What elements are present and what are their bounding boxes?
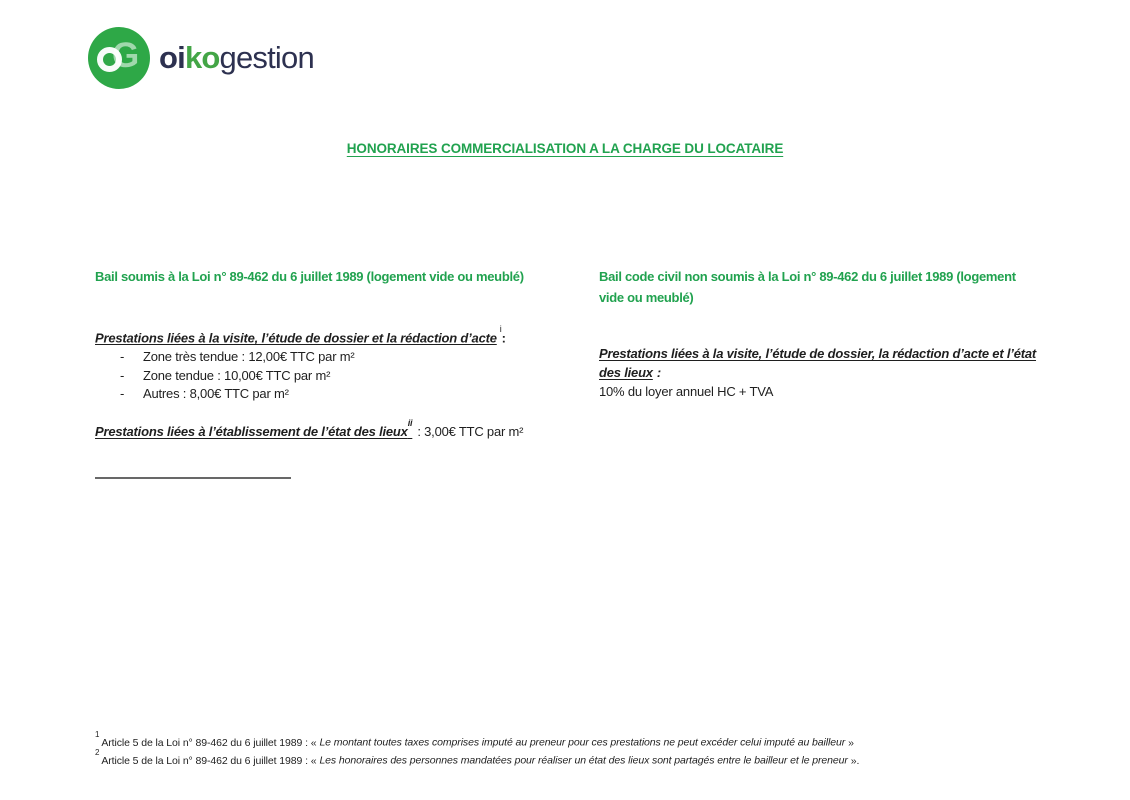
right-section1-heading-line1: Prestations liées à la visite, l’étude de dossier, la rédaction d’acte et l’état	[599, 346, 1037, 361]
left-section1-colon: :	[501, 330, 506, 346]
right-section1-value: 10% du loyer annuel HC + TVA	[599, 384, 774, 399]
dash-marker: -	[120, 349, 125, 365]
right-section1-heading	[599, 344, 1071, 382]
right-column	[599, 266, 1071, 401]
footnote-1	[95, 732, 1075, 750]
logo-g-letter: G	[112, 36, 140, 75]
fee-list	[95, 348, 563, 404]
wordmark-oi: oi	[159, 40, 185, 75]
footnote-1-marker: 1	[95, 730, 100, 739]
left-column	[95, 266, 563, 441]
footnotes	[95, 732, 1075, 768]
page-title: HONORAIRES COMMERCIALISATION A LA CHARGE DU LOCATAIRE	[346, 141, 784, 156]
footnote-ref-ii: ii	[407, 417, 413, 428]
footnote-1-quote: Le montant toutes taxes comprises imputé au preneur pour ces prestations ne peut excéder celui imputé au bailleur	[319, 736, 846, 749]
dash-marker: -	[120, 367, 125, 383]
right-header-line1: Bail code civil non soumis à la Loi n° 89-462 du 6 juillet 1989 (logement	[599, 269, 1016, 284]
left-section2-heading-label: Prestations liées à l’établissement de l’état des lieux	[95, 424, 408, 440]
right-section1-colon: :	[656, 365, 661, 380]
footnote-2-prefix: Article 5 de la Loi n° 89-462 du 6 juillet 1989 : «	[101, 754, 317, 767]
oikogestion-logo	[88, 27, 314, 89]
left-section-etat-des-lieux	[95, 419, 563, 441]
footnote-1-prefix: Article 5 de la Loi n° 89-462 du 6 juillet 1989 : «	[101, 736, 317, 749]
logo-wordmark	[159, 27, 314, 89]
list-item-text: Zone très tendue : 12,00€ TTC par m²	[143, 349, 355, 365]
left-section2-value: : 3,00€ TTC par m²	[417, 424, 524, 440]
right-header-line2: vide ou meublé)	[599, 290, 694, 305]
list-item	[95, 385, 563, 404]
logo-og-monogram-icon	[88, 27, 150, 89]
footnote-2	[95, 750, 1075, 768]
left-section1-heading	[95, 325, 563, 347]
footnote-2-quote: Les honoraires des personnes mandatées pour réaliser un état des lieux sont partagés entre le bailleur et le preneur	[319, 754, 848, 767]
left-section1-heading-text: Prestations liées à la visite, l’étude de dossier et la rédaction d’acte	[95, 330, 497, 346]
left-section-visite	[95, 325, 563, 404]
footnote-separator-line	[95, 477, 291, 479]
right-section1-heading-line2: des lieux	[599, 365, 653, 380]
list-item-text: Autres : 8,00€ TTC par m²	[143, 386, 289, 402]
right-column-header	[599, 266, 1071, 308]
right-section-prestations	[599, 344, 1071, 401]
left-section2-heading-text	[95, 417, 413, 440]
list-item	[95, 348, 563, 367]
footnote-1-suffix: »	[848, 736, 854, 749]
list-item-text: Zone tendue : 10,00€ TTC par m²	[143, 367, 331, 383]
footnote-2-suffix: ».	[850, 754, 860, 767]
wordmark-gestion: gestion	[219, 40, 314, 75]
wordmark-ko: ko	[184, 40, 220, 75]
dash-marker: -	[120, 386, 125, 402]
footnote-2-marker: 2	[95, 748, 100, 757]
footnote-ref-i: i	[499, 324, 502, 334]
left-column-header: Bail soumis à la Loi n° 89-462 du 6 juillet 1989 (logement vide ou meublé)	[95, 269, 524, 284]
list-item	[95, 367, 563, 386]
